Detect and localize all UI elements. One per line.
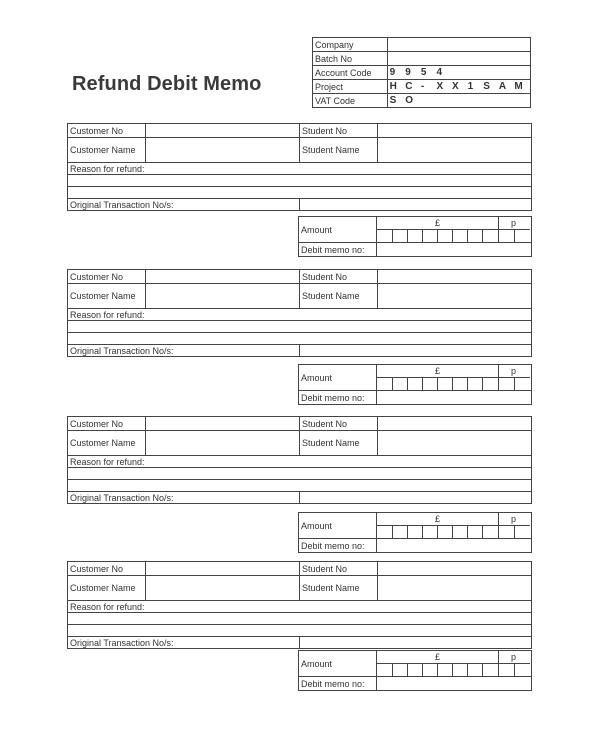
digit-tick <box>407 663 408 676</box>
code-char: S <box>389 94 397 106</box>
digit-tick <box>482 229 483 242</box>
digit-tick <box>437 525 438 538</box>
student-name-field[interactable] <box>378 431 532 456</box>
customer-name-field[interactable] <box>146 138 300 163</box>
refund-entry-table <box>67 561 532 649</box>
reason-label: Reason for refund: <box>68 163 532 175</box>
original-transaction-label <box>68 345 300 357</box>
reason-line <box>68 613 532 625</box>
refund-entry-table <box>67 269 532 357</box>
student-name-label: Student Name <box>300 431 378 456</box>
digit-tick <box>392 525 393 538</box>
original-transaction-field[interactable] <box>300 345 532 357</box>
project-field[interactable] <box>387 80 530 94</box>
original-transaction-text: Original Transaction No/s: <box>70 345 174 356</box>
digit-tick <box>422 377 423 390</box>
grid-divider <box>377 377 530 378</box>
student-no-field[interactable] <box>378 270 532 284</box>
vat-code-row <box>313 94 531 108</box>
pence-divider <box>498 651 499 676</box>
digit-tick <box>437 377 438 390</box>
original-transaction-field[interactable] <box>300 199 532 211</box>
reason-row <box>68 309 532 321</box>
pence-sign: p <box>511 652 517 662</box>
digit-tick <box>422 229 423 242</box>
reason-line <box>68 175 532 187</box>
debit-memo-row <box>299 391 532 405</box>
student-no-field[interactable] <box>378 562 532 576</box>
code-char: X <box>452 80 459 92</box>
company-label: Company <box>313 38 388 52</box>
amount-field[interactable] <box>377 217 532 243</box>
pound-sign: £ <box>435 514 441 524</box>
vat-code-label: VAT Code <box>313 94 388 108</box>
code-char: 9 <box>405 66 411 78</box>
debit-memo-label: Debit memo no: <box>299 391 377 405</box>
digit-tick <box>514 525 515 538</box>
code-char: A <box>498 80 507 92</box>
reason-line <box>68 468 532 480</box>
amount-field[interactable] <box>377 513 532 539</box>
student-name-field[interactable] <box>378 138 532 163</box>
reason-line <box>68 480 532 492</box>
refund-entry-table <box>67 416 532 504</box>
code-char: C <box>405 80 413 92</box>
pound-sign: £ <box>435 652 441 662</box>
student-no-label: Student No <box>300 124 378 138</box>
customer-no-field[interactable] <box>146 417 300 431</box>
reason-label: Reason for refund: <box>68 601 532 613</box>
amount-label: Amount <box>299 651 377 677</box>
customer-name-label: Customer Name <box>68 284 146 309</box>
original-transaction-text: Original Transaction No/s: <box>70 637 174 648</box>
debit-memo-field[interactable] <box>377 391 532 405</box>
amount-table <box>298 216 532 257</box>
customer-no-label: Customer No <box>68 562 146 576</box>
company-row <box>313 38 531 52</box>
digit-tick <box>437 229 438 242</box>
original-transaction-label <box>68 637 300 649</box>
original-transaction-label <box>68 492 300 504</box>
reason-field-line-2[interactable] <box>68 333 532 345</box>
pence-sign: p <box>511 366 517 376</box>
digit-tick <box>482 663 483 676</box>
original-transaction-row <box>68 637 532 649</box>
digit-tick <box>514 663 515 676</box>
customer-no-row <box>68 562 532 576</box>
original-transaction-label <box>68 199 300 211</box>
code-char: S <box>483 80 490 92</box>
digit-tick <box>392 663 393 676</box>
digit-tick <box>467 377 468 390</box>
pence-sign: p <box>511 218 517 228</box>
pence-divider <box>498 365 499 390</box>
customer-no-row <box>68 124 532 138</box>
pence-divider <box>498 513 499 538</box>
amount-table <box>298 364 532 405</box>
amount-digit-grid <box>377 365 530 390</box>
code-char: 4 <box>436 66 442 78</box>
amount-field[interactable] <box>377 365 532 391</box>
batch-no-field[interactable] <box>387 52 530 66</box>
grid-divider <box>377 229 530 230</box>
customer-name-label: Customer Name <box>68 431 146 456</box>
digit-tick <box>482 377 483 390</box>
student-name-label: Student Name <box>300 284 378 309</box>
digit-tick <box>452 229 453 242</box>
reason-field-line-2[interactable] <box>68 625 532 637</box>
reason-row <box>68 601 532 613</box>
digit-tick <box>452 377 453 390</box>
reason-row <box>68 456 532 468</box>
digit-tick <box>392 229 393 242</box>
customer-no-label: Customer No <box>68 270 146 284</box>
student-no-label: Student No <box>300 417 378 431</box>
reason-row <box>68 163 532 175</box>
debit-memo-label: Debit memo no: <box>299 677 377 691</box>
code-char: H <box>389 80 397 92</box>
debit-memo-field[interactable] <box>377 677 532 691</box>
amount-label: Amount <box>299 217 377 243</box>
digit-tick <box>452 525 453 538</box>
student-name-field[interactable] <box>378 576 532 601</box>
amount-field[interactable] <box>377 651 532 677</box>
original-transaction-text: Original Transaction No/s: <box>70 199 174 210</box>
page-title: Refund Debit Memo <box>72 73 262 95</box>
original-transaction-field[interactable] <box>300 492 532 504</box>
vat-code-field[interactable] <box>387 94 530 108</box>
reason-label: Reason for refund: <box>68 309 532 321</box>
customer-name-label: Customer Name <box>68 576 146 601</box>
code-char: 9 <box>389 66 396 78</box>
reason-field-line-2[interactable] <box>68 480 532 492</box>
amount-row <box>299 513 532 539</box>
customer-name-field[interactable] <box>146 576 300 601</box>
amount-table <box>298 512 532 553</box>
original-transaction-row <box>68 492 532 504</box>
reason-line <box>68 333 532 345</box>
reason-field-line-2[interactable] <box>68 187 532 199</box>
digit-tick <box>422 663 423 676</box>
original-transaction-row <box>68 345 532 357</box>
reason-field-line-1[interactable] <box>68 175 532 187</box>
debit-memo-label: Debit memo no: <box>299 243 377 257</box>
debit-memo-label: Debit memo no: <box>299 539 377 553</box>
digit-tick <box>452 663 453 676</box>
customer-no-field[interactable] <box>146 562 300 576</box>
customer-no-label: Customer No <box>68 124 146 138</box>
digit-tick <box>422 525 423 538</box>
amount-row <box>299 217 532 243</box>
debit-memo-row <box>299 243 532 257</box>
amount-table <box>298 650 532 691</box>
digit-tick <box>467 229 468 242</box>
batch-no-label: Batch No <box>313 52 388 66</box>
reason-line <box>68 321 532 333</box>
customer-name-field[interactable] <box>146 284 300 309</box>
student-no-field[interactable] <box>378 417 532 431</box>
customer-no-row <box>68 270 532 284</box>
amount-digit-grid <box>377 217 530 242</box>
code-char: - <box>420 80 425 92</box>
digit-tick <box>482 525 483 538</box>
student-name-label: Student Name <box>300 138 378 163</box>
header-table <box>312 37 531 108</box>
grid-divider <box>377 525 530 526</box>
amount-label: Amount <box>299 365 377 391</box>
reason-line <box>68 187 532 199</box>
student-no-label: Student No <box>300 562 378 576</box>
original-transaction-field[interactable] <box>300 637 532 649</box>
amount-label: Amount <box>299 513 377 539</box>
customer-name-row <box>68 576 532 601</box>
account-code-field[interactable] <box>387 66 530 80</box>
digit-tick <box>407 525 408 538</box>
original-transaction-text: Original Transaction No/s: <box>70 492 174 503</box>
amount-row <box>299 651 532 677</box>
customer-name-row <box>68 284 532 309</box>
student-name-field[interactable] <box>378 284 532 309</box>
pence-sign: p <box>511 514 517 524</box>
grid-divider <box>377 663 530 664</box>
amount-digit-grid <box>377 513 530 538</box>
reason-field-line-1[interactable] <box>68 321 532 333</box>
student-no-field[interactable] <box>378 124 532 138</box>
customer-name-row <box>68 138 532 163</box>
code-char: X <box>436 80 444 92</box>
refund-entry-block <box>67 123 532 253</box>
digit-tick <box>407 229 408 242</box>
code-char: 5 <box>420 66 427 78</box>
reason-field-line-1[interactable] <box>68 468 532 480</box>
refund-entry-block <box>67 561 532 691</box>
project-row <box>313 80 531 94</box>
amount-digit-grid <box>377 651 530 676</box>
digit-tick <box>407 377 408 390</box>
reason-field-line-1[interactable] <box>68 613 532 625</box>
code-char: 1 <box>467 80 474 92</box>
refund-entry-table <box>67 123 532 211</box>
batch-no-row <box>313 52 531 66</box>
code-char: O <box>405 94 414 106</box>
original-transaction-row <box>68 199 532 211</box>
digit-tick <box>514 229 515 242</box>
customer-no-field[interactable] <box>146 124 300 138</box>
digit-tick <box>437 663 438 676</box>
refund-entry-block <box>67 269 532 403</box>
pence-divider <box>498 217 499 242</box>
code-char: M <box>514 80 523 92</box>
customer-name-row <box>68 431 532 456</box>
customer-no-label: Customer No <box>68 417 146 431</box>
digit-tick <box>514 377 515 390</box>
amount-row <box>299 365 532 391</box>
reason-label: Reason for refund: <box>68 456 532 468</box>
account-code-row <box>313 66 531 80</box>
digit-tick <box>467 663 468 676</box>
customer-no-row <box>68 417 532 431</box>
debit-memo-field[interactable] <box>377 539 532 553</box>
pound-sign: £ <box>435 218 441 228</box>
project-label: Project <box>313 80 388 94</box>
student-no-label: Student No <box>300 270 378 284</box>
account-code-label: Account Code <box>313 66 388 80</box>
customer-no-field[interactable] <box>146 270 300 284</box>
digit-tick <box>392 377 393 390</box>
pound-sign: £ <box>435 366 441 376</box>
reason-line <box>68 625 532 637</box>
debit-memo-row <box>299 677 532 691</box>
customer-name-label: Customer Name <box>68 138 146 163</box>
debit-memo-field[interactable] <box>377 243 532 257</box>
debit-memo-row <box>299 539 532 553</box>
refund-entry-block <box>67 416 532 551</box>
student-name-label: Student Name <box>300 576 378 601</box>
company-field[interactable] <box>387 38 530 52</box>
customer-name-field[interactable] <box>146 431 300 456</box>
digit-tick <box>467 525 468 538</box>
